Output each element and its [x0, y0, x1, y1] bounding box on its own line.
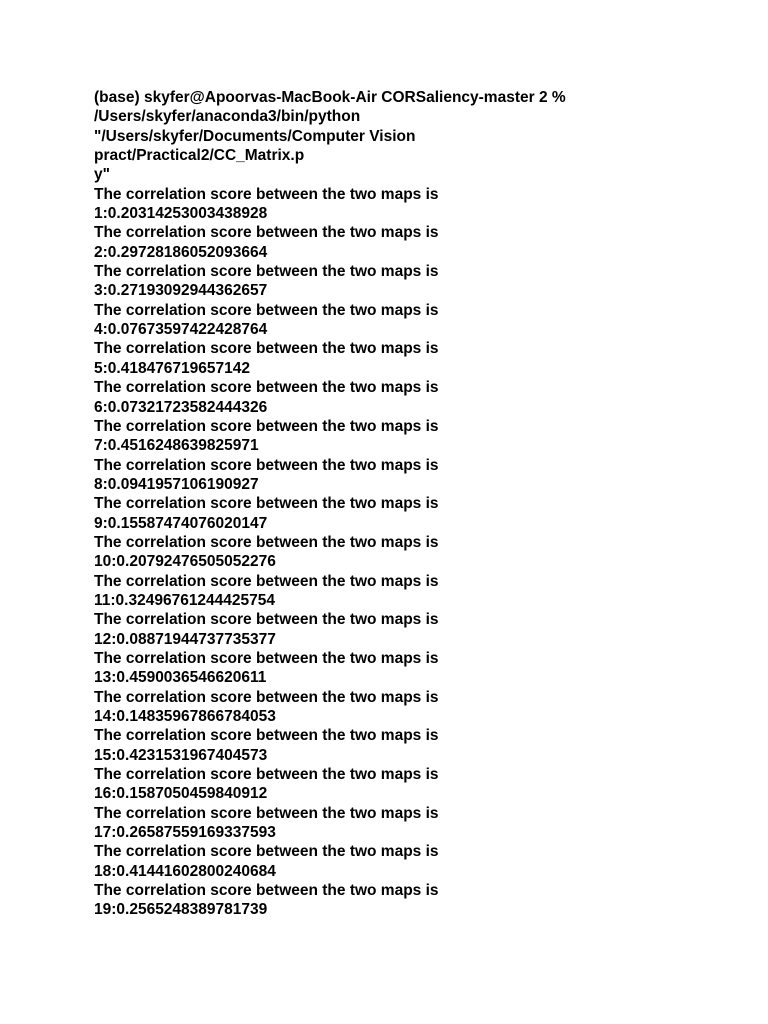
result-value: 17:0.26587559169337593 [94, 824, 276, 842]
result-label: The correlation score between the two maps is [94, 649, 439, 667]
document-page [94, 88, 694, 920]
result-label: The correlation score between the two maps is [94, 611, 439, 629]
result-label: The correlation score between the two maps is [94, 456, 439, 474]
result-value: 7:0.4516248639825971 [94, 437, 259, 455]
result-value: 11:0.32496761244425754 [94, 591, 276, 609]
result-value: 9:0.15587474076020147 [94, 514, 268, 532]
header-line: /Users/skyfer/anaconda3/bin/python [94, 108, 361, 126]
result-label: The correlation score between the two maps is [94, 185, 439, 203]
header-line: "/Users/skyfer/Documents/Computer Vision [94, 127, 416, 145]
result-label: The correlation score between the two maps is [94, 843, 439, 861]
result-value: 14:0.14835967866784053 [94, 708, 276, 725]
result-value: 10:0.20792476505052276 [94, 553, 276, 571]
command-header [94, 88, 694, 185]
result-label: The correlation score between the two maps is [94, 263, 439, 281]
result-value: 19:0.2565248389781739 [94, 901, 268, 919]
result-label: The correlation score between the two maps is [94, 688, 439, 706]
result-label: The correlation score between the two maps is [94, 379, 439, 397]
result-label: The correlation score between the two maps is [94, 495, 439, 513]
result-value: 18:0.41441602800240684 [94, 862, 276, 880]
result-label: The correlation score between the two maps is [94, 766, 439, 784]
result-value: 2:0.29728186052093664 [94, 243, 268, 261]
result-value: 4:0.07673597422428764 [94, 321, 268, 339]
result-value: 15:0.4231531967404573 [94, 746, 268, 764]
result-value: 3:0.27193092944362657 [94, 282, 268, 300]
result-label: The correlation score between the two maps is [94, 804, 439, 822]
result-label: The correlation score between the two maps is [94, 417, 439, 435]
result-label: The correlation score between the two maps is [94, 882, 439, 900]
result-label: The correlation score between the two maps is [94, 301, 439, 319]
result-label: The correlation score between the two maps is [94, 224, 439, 242]
header-line: pract/Practical2/CC_Matrix.p [94, 147, 305, 165]
result-label: The correlation score between the two maps is [94, 572, 439, 590]
result-value: 16:0.1587050459840912 [94, 785, 268, 803]
result-value: 5:0.418476719657142 [94, 359, 251, 377]
result-label: The correlation score between the two maps is [94, 340, 439, 358]
result-label: The correlation score between the two maps is [94, 727, 439, 745]
result-value: 13:0.4590036546620611 [94, 669, 267, 687]
header-line: y" [94, 166, 110, 184]
header-line: (base) skyfer@Apoorvas-MacBook-Air CORSaliency-master 2 % [94, 89, 566, 106]
result-value: 12:0.08871944737735377 [94, 630, 276, 648]
results-list [94, 185, 694, 920]
result-value: 8:0.0941957106190927 [94, 475, 259, 493]
result-label: The correlation score between the two maps is [94, 533, 439, 551]
result-value: 1:0.20314253003438928 [94, 205, 268, 223]
result-value: 6:0.07321723582444326 [94, 398, 268, 416]
